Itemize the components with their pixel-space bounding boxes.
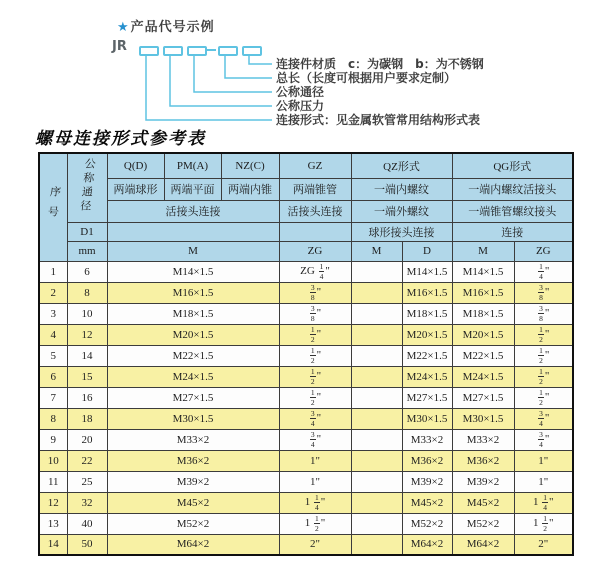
table-cell: M52×2 [107, 513, 279, 534]
table-cell: M14×1.5 [402, 261, 452, 282]
table-row [39, 429, 573, 450]
header-thread-gz: ZG [279, 241, 351, 261]
table-cell: 5 [39, 345, 67, 366]
table-cell: $\frac{3}{8}$ " [279, 282, 351, 303]
table-cell [351, 261, 402, 282]
table-cell: M18×1.5 [452, 303, 514, 324]
header-thread-m: M [107, 241, 279, 261]
header-conn-gz: 活接头连接 [279, 200, 351, 222]
table-cell [351, 366, 402, 387]
table-cell: 12 [67, 324, 107, 345]
product-code-heading-text: 产品代号示例 [130, 20, 215, 35]
header-type-gz: GZ [279, 153, 351, 178]
table-cell: $\frac{1}{2}$ " [279, 387, 351, 408]
table-cell: M18×1.5 [402, 303, 452, 324]
table-cell: M52×2 [402, 513, 452, 534]
header-thread-qgzg: ZG [514, 241, 573, 261]
table-cell: M20×1.5 [452, 324, 514, 345]
table-cell: M33×2 [452, 429, 514, 450]
code-box-2 [163, 46, 183, 56]
table-cell: 10 [67, 303, 107, 324]
code-box-4 [218, 46, 238, 56]
table-cell: $\frac{1}{2}$ " [514, 387, 573, 408]
table-cell: 1 $\frac{1}{2}$ " [514, 513, 573, 534]
table-cell: 14 [67, 345, 107, 366]
table-cell: $\frac{3}{8}$ " [514, 303, 573, 324]
label-total-length: 总长（长度可根据用户要求定制） [276, 71, 457, 85]
table-row [39, 450, 573, 471]
table-cell [351, 345, 402, 366]
table-cell: 1 $\frac{1}{2}$ " [279, 513, 351, 534]
header-mm: mm [67, 241, 107, 261]
table-cell: 11 [39, 471, 67, 492]
table-row [39, 282, 573, 303]
table-cell: M22×1.5 [452, 345, 514, 366]
header-thread-qzd: D [402, 241, 452, 261]
table-cell: 1" [279, 450, 351, 471]
table-cell [351, 282, 402, 303]
table-cell: 1" [514, 450, 573, 471]
table-row [39, 345, 573, 366]
table-cell: ZG $\frac{1}{4}$ " [279, 261, 351, 282]
header-type-pm: PM(A) [164, 153, 221, 178]
table-cell: 1 $\frac{1}{4}$ " [279, 492, 351, 513]
table-cell: M22×1.5 [107, 345, 279, 366]
table-row [39, 366, 573, 387]
table-cell [351, 513, 402, 534]
table-cell: 1 [39, 261, 67, 282]
table-body [39, 261, 573, 555]
table-cell: M18×1.5 [107, 303, 279, 324]
table-cell: $\frac{3}{4}$ " [514, 408, 573, 429]
table-cell: 9 [39, 429, 67, 450]
header-end-qg: 一端内螺纹活接头 [452, 178, 573, 200]
table-cell [351, 492, 402, 513]
table-cell: 1" [514, 471, 573, 492]
table-row [39, 492, 573, 513]
table-cell: M64×2 [107, 534, 279, 555]
header-end-gz: 两端锥管 [279, 178, 351, 200]
table-cell [351, 450, 402, 471]
table-title: 螺母连接形式参考表 [35, 129, 206, 149]
table-cell: 4 [39, 324, 67, 345]
table-cell: 40 [67, 513, 107, 534]
table-cell: M39×2 [452, 471, 514, 492]
table-cell [351, 387, 402, 408]
label-nominal-dia: 公称通径 [276, 85, 325, 99]
table-cell: M22×1.5 [402, 345, 452, 366]
table-cell: $\frac{3}{8}$ " [279, 303, 351, 324]
header-end-qd: 两端球形 [107, 178, 164, 200]
table-row [39, 387, 573, 408]
header-conn-qz: 一端外螺纹 [351, 200, 452, 222]
table-cell: M33×2 [107, 429, 279, 450]
table-cell: 2" [279, 534, 351, 555]
table-cell: 1" [279, 471, 351, 492]
table-cell: M30×1.5 [402, 408, 452, 429]
table-cell: M36×2 [107, 450, 279, 471]
table-cell: 10 [39, 450, 67, 471]
table-cell: $\frac{1}{2}$ " [279, 324, 351, 345]
header-thread-qgm: M [452, 241, 514, 261]
header-type-qg: QG形式 [452, 153, 573, 178]
table-cell: M64×2 [402, 534, 452, 555]
table-cell: 1 $\frac{1}{4}$ " [514, 492, 573, 513]
table-cell: $\frac{3}{8}$ " [514, 282, 573, 303]
table-cell: M24×1.5 [452, 366, 514, 387]
star-icon: ★ [117, 20, 130, 35]
table-cell: M14×1.5 [452, 261, 514, 282]
table-cell: $\frac{1}{2}$ " [279, 366, 351, 387]
table-cell: M14×1.5 [107, 261, 279, 282]
table-cell: 15 [67, 366, 107, 387]
table-cell: 3 [39, 303, 67, 324]
table-row [39, 261, 573, 282]
table-cell: 13 [39, 513, 67, 534]
code-dash [206, 49, 216, 51]
header-blank-gz [279, 222, 351, 241]
table-cell [351, 534, 402, 555]
table-cell: M27×1.5 [107, 387, 279, 408]
table-cell: 50 [67, 534, 107, 555]
header-end-nz: 两端内锥 [221, 178, 279, 200]
table-cell: $\frac{1}{2}$ " [514, 366, 573, 387]
table-cell: 12 [39, 492, 67, 513]
table-cell [351, 324, 402, 345]
header-thread-qzm: M [351, 241, 402, 261]
table-cell: M64×2 [452, 534, 514, 555]
table-cell [351, 303, 402, 324]
product-code-heading [117, 16, 215, 35]
header-conn-union3: 活接头连接 [107, 200, 279, 222]
table-row [39, 534, 573, 555]
table-row [39, 513, 573, 534]
table-cell: 7 [39, 387, 67, 408]
table-cell: 25 [67, 471, 107, 492]
table-row [39, 471, 573, 492]
table-cell: 22 [67, 450, 107, 471]
table-cell: M52×2 [452, 513, 514, 534]
table-cell: M39×2 [402, 471, 452, 492]
table-header [39, 153, 573, 261]
table-cell [351, 471, 402, 492]
table-cell: M24×1.5 [402, 366, 452, 387]
code-prefix: JR [112, 39, 127, 54]
code-box-3 [187, 46, 207, 56]
header-joint-qz: 球形接头连接 [351, 222, 452, 241]
header-blank-span [107, 222, 279, 241]
label-nominal-press: 公称压力 [276, 99, 325, 113]
table-cell: 14 [39, 534, 67, 555]
table-cell: M30×1.5 [107, 408, 279, 429]
table-cell: M27×1.5 [452, 387, 514, 408]
table-cell: $\frac{1}{2}$ " [514, 345, 573, 366]
header-joint-qg: 连接 [452, 222, 573, 241]
table-cell: $\frac{1}{4}$ " [514, 261, 573, 282]
table-cell: $\frac{3}{4}$ " [514, 429, 573, 450]
table-cell: M30×1.5 [452, 408, 514, 429]
table-cell: M24×1.5 [107, 366, 279, 387]
label-material: 连接件材质 c：为碳钢 b：为不锈钢 [276, 57, 484, 71]
nut-connection-table [38, 152, 574, 556]
code-box-5 [242, 46, 262, 56]
table-cell: 2" [514, 534, 573, 555]
table-cell [351, 429, 402, 450]
table-cell: M45×2 [402, 492, 452, 513]
table-cell [351, 408, 402, 429]
table-cell: $\frac{1}{2}$ " [514, 324, 573, 345]
table-cell: 32 [67, 492, 107, 513]
header-type-qz: QZ形式 [351, 153, 452, 178]
table-cell: M20×1.5 [402, 324, 452, 345]
header-end-qz: 一端内螺纹 [351, 178, 452, 200]
table-cell: M36×2 [402, 450, 452, 471]
table-cell: M16×1.5 [452, 282, 514, 303]
table-cell: $\frac{3}{4}$ " [279, 408, 351, 429]
header-end-pm: 两端平面 [164, 178, 221, 200]
header-type-nz: NZ(C) [221, 153, 279, 178]
table-cell: M33×2 [402, 429, 452, 450]
table-row [39, 324, 573, 345]
table-cell: $\frac{1}{2}$ " [279, 345, 351, 366]
table-cell: 2 [39, 282, 67, 303]
table-cell: M27×1.5 [402, 387, 452, 408]
header-type-qd: Q(D) [107, 153, 164, 178]
header-d1: D1 [67, 222, 107, 241]
header-nominal-dia: 公称通径 [67, 153, 107, 222]
table-cell: 20 [67, 429, 107, 450]
label-connection-form: 连接形式：见金属软管常用结构形式表 [276, 113, 481, 127]
table-cell: $\frac{3}{4}$ " [279, 429, 351, 450]
table-cell: 16 [67, 387, 107, 408]
table-cell: M36×2 [452, 450, 514, 471]
table-cell: M45×2 [107, 492, 279, 513]
table-cell: M20×1.5 [107, 324, 279, 345]
table-cell: M16×1.5 [107, 282, 279, 303]
table-cell: 8 [67, 282, 107, 303]
table-row [39, 408, 573, 429]
table-cell: 8 [39, 408, 67, 429]
table-row [39, 303, 573, 324]
table-cell: 6 [39, 366, 67, 387]
table-cell: M45×2 [452, 492, 514, 513]
table-cell: 6 [67, 261, 107, 282]
header-conn-qg: 一端锥管螺纹接头 [452, 200, 573, 222]
table-cell: 18 [67, 408, 107, 429]
header-seq: 序号 [39, 153, 67, 261]
table-cell: M39×2 [107, 471, 279, 492]
table-cell: M16×1.5 [402, 282, 452, 303]
code-box-1 [139, 46, 159, 56]
